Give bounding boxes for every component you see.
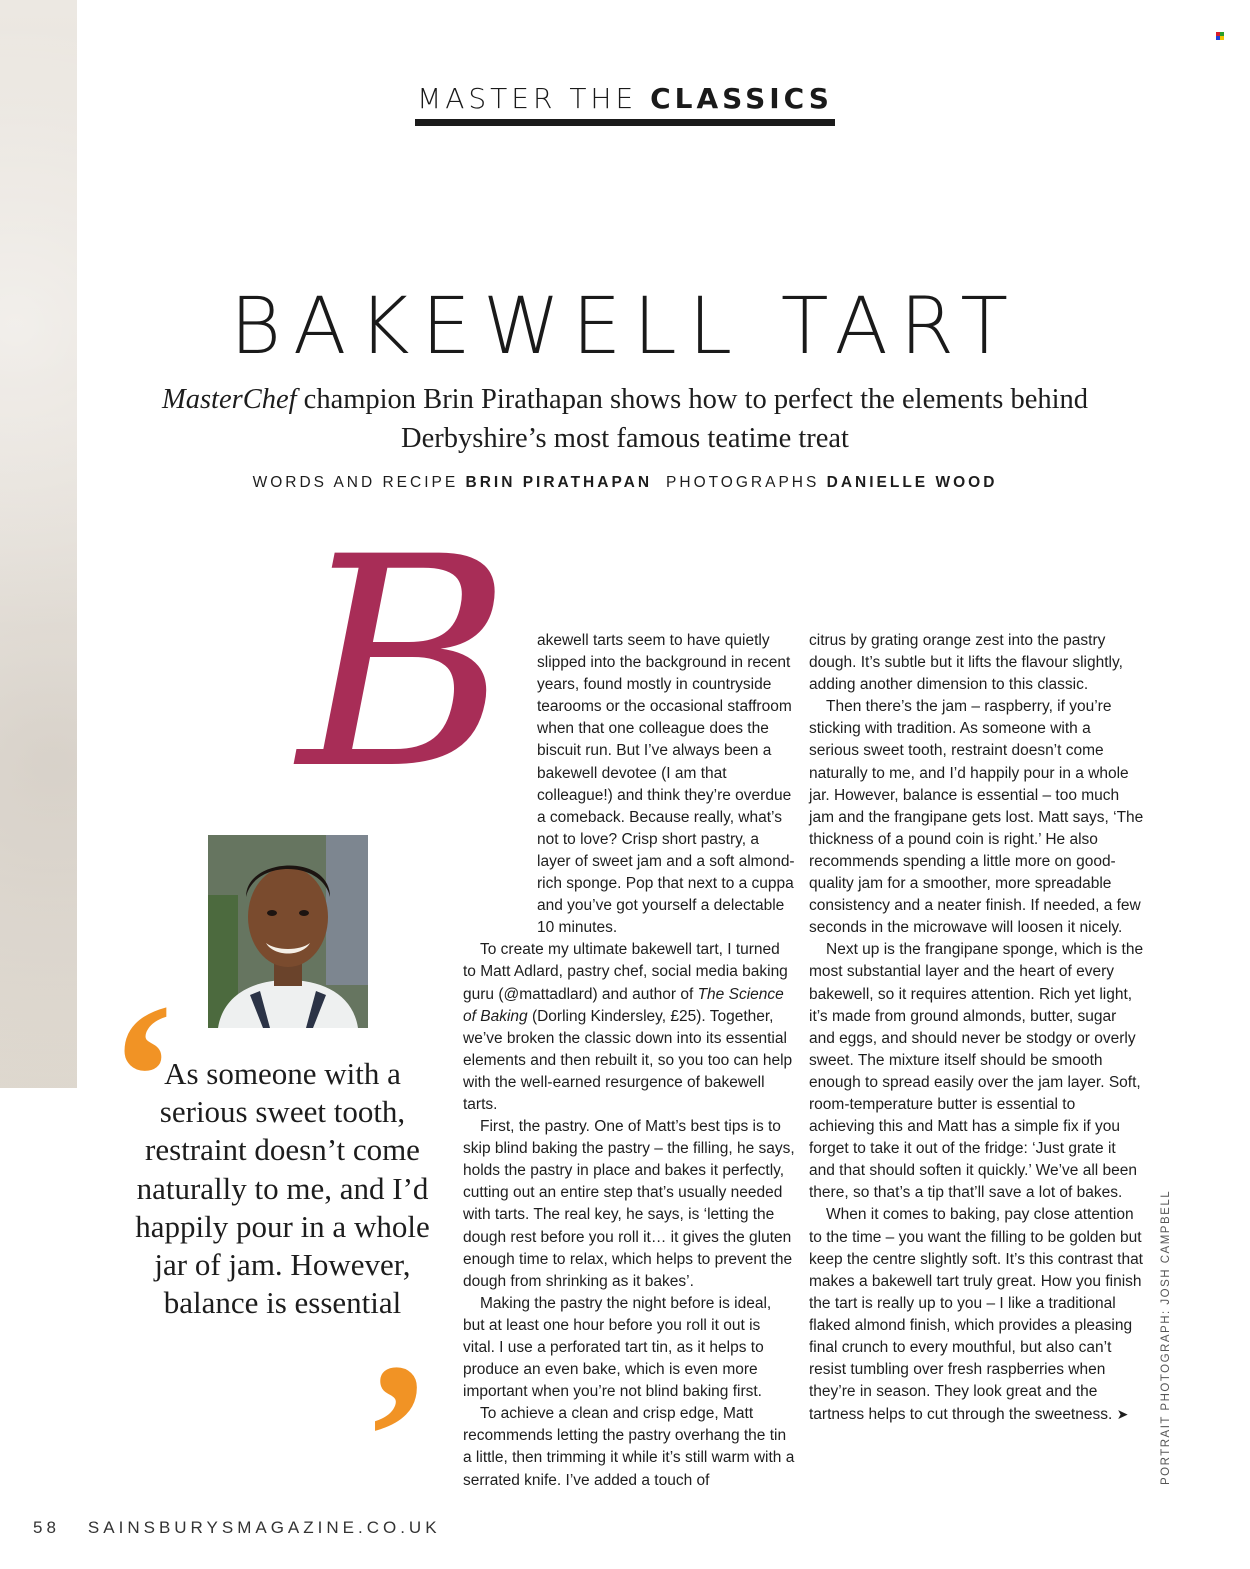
- page-footer: [33, 1518, 441, 1538]
- body-paragraph: Then there’s the jam – raspberry, if you’re sticking with tradition. As someone with a serious sweet tooth, restraint doesn’t come naturally to me, and I’d happily pour in a whole jar. However, balance is essential – too much jam and the frangipane gets lost. Matt says, ‘The thickness of a pound coin is right.’ He also recommends spending a little more on good-quality jam for a smoother, more spreadable consistency and a neater finish. If needed, a few seconds in the microwave will loosen it nicely.: [809, 698, 1144, 937]
- standfirst-show-name: MasterChef: [161, 384, 297, 415]
- body-paragraph: citrus by grating orange zest into the pastry dough. It’s subtle but it lifts the flavour slightly, adding another dimension to this classic.: [809, 632, 1123, 694]
- color-registration-mark: [1216, 32, 1224, 40]
- standfirst: [160, 380, 1090, 458]
- section-prefix: MASTER THE: [417, 82, 638, 115]
- section-rule: [415, 119, 835, 126]
- pull-quote: As someone with a serious sweet tooth, restraint doesn’t come naturally to me, and I’d happily pour in a whole jar of jam. However, balance is essential: [135, 1056, 430, 1321]
- article-title: BAKEWELL TART: [229, 282, 1021, 372]
- body-text: When it comes to baking, pay close attention to the time – you want the filling to be golden but keep the centre slightly soft. It’s this contrast that makes a bakewell tart truly great. How you finish the tart is really up to you – I like a traditional flaked almond finish, which provides a pleasing final crunch to every mouthful, but also can’t resist tumbling over fresh raspberries when they’re in season. They look great and the tartness helps to cut through the sweetness.: [809, 1206, 1143, 1424]
- body-paragraph: [463, 939, 796, 1116]
- words-label: WORDS AND RECIPE: [252, 474, 459, 491]
- page-number: 58: [33, 1518, 60, 1537]
- author-portrait-photo: [208, 835, 368, 1028]
- body-paragraph: [809, 1204, 1144, 1426]
- body-paragraph: First, the pastry. One of Matt’s best tips is to skip blind baking the pastry – the filling, he says, holds the pastry in place and bakes it perfectly, cutting out an entire step that’s usually needed with tarts. The real key, he says, is ‘letting the dough rest before you roll it… it gives the gluten enough time to relax, which helps to prevent the dough from shrinking as it bakes’.: [463, 1118, 795, 1290]
- body-column-2: [809, 630, 1144, 1426]
- body-paragraph: Making the pastry the night before is ideal, but at least one hour before you roll it out is vital. I use a perforated tart tin, as it helps to produce an even bake, which is even more important when you’re not blind baking first.: [463, 1294, 772, 1401]
- stone-texture-strip: [0, 0, 77, 1088]
- body-text: To create my ultimate bakewell tart, I turned to Matt Adlard, pastry chef, social media baking guru (@mattadlard) and author of: [463, 941, 788, 1003]
- standfirst-text: champion Brin Pirathapan shows how to perfect the elements behind Derbyshire’s most famous teatime treat: [296, 384, 1089, 454]
- section-emphasis: CLASSICS: [650, 82, 833, 115]
- photo-credit: PORTRAIT PHOTOGRAPH: JOSH CAMPBELL: [1160, 1189, 1172, 1485]
- open-quote-mark: ‘: [108, 961, 178, 1193]
- website-url: SAINSBURYSMAGAZINE.CO.UK: [87, 1518, 441, 1537]
- photos-name: DANIELLE WOOD: [826, 474, 998, 491]
- section-label: [415, 82, 835, 115]
- body-paragraph: akewell tarts seem to have quietly slipped into the background in recent years, found mostly in countryside tearooms or the occasional staffroom when that one colleague does the biscuit run. But I’ve always been a bakewell devotee (I am that colleague!) and think they’re overdue a comeback. Because really, what’s not to love? Crisp short pastry, a layer of sweet jam and a soft almond-rich sponge. Pop that next to a cuppa and you’ve got yourself a delectable 10 minutes.: [537, 632, 795, 937]
- byline: [0, 474, 1250, 492]
- words-name: BRIN PIRATHAPAN: [465, 474, 653, 491]
- photos-label: PHOTOGRAPHS: [666, 474, 820, 491]
- body-paragraph: To achieve a clean and crisp edge, Matt recommends letting the pastry overhang the tin a little, then trimming it while it’s still warm with a serrated knife. I’ve added a touch of: [463, 1405, 795, 1489]
- body-column-1: [463, 630, 796, 1492]
- body-paragraph: Next up is the frangipane sponge, which is the most substantial layer and the heart of every bakewell, so it requires attention. Rich yet light, it’s made from ground almonds, butter, sugar and eggs, and should never be stodgy or overly sweet. The mixture itself should be smooth enough to spread easily over the jam layer. Soft, room-temperature butter is essential to achieving this and Matt has a simple fix if you forget to take it out of the fridge: ‘Just grate it and that should soften it quickly.’ We’ve all been there, so that’s a tip that’ll save a lot of bakes.: [809, 941, 1144, 1202]
- book-title: The Science of Baking: [463, 985, 784, 1025]
- drop-cap: B: [298, 496, 512, 833]
- continue-arrow-icon: ➤: [1116, 1406, 1129, 1423]
- body-text: (Dorling Kindersley, £25). Together, we’ve broken the classic down into its essential elements and then rebuilt it, so you too can help with the well-earned resurgence of bakewell tarts.: [463, 1007, 793, 1113]
- close-quote-mark: ’: [362, 1321, 432, 1553]
